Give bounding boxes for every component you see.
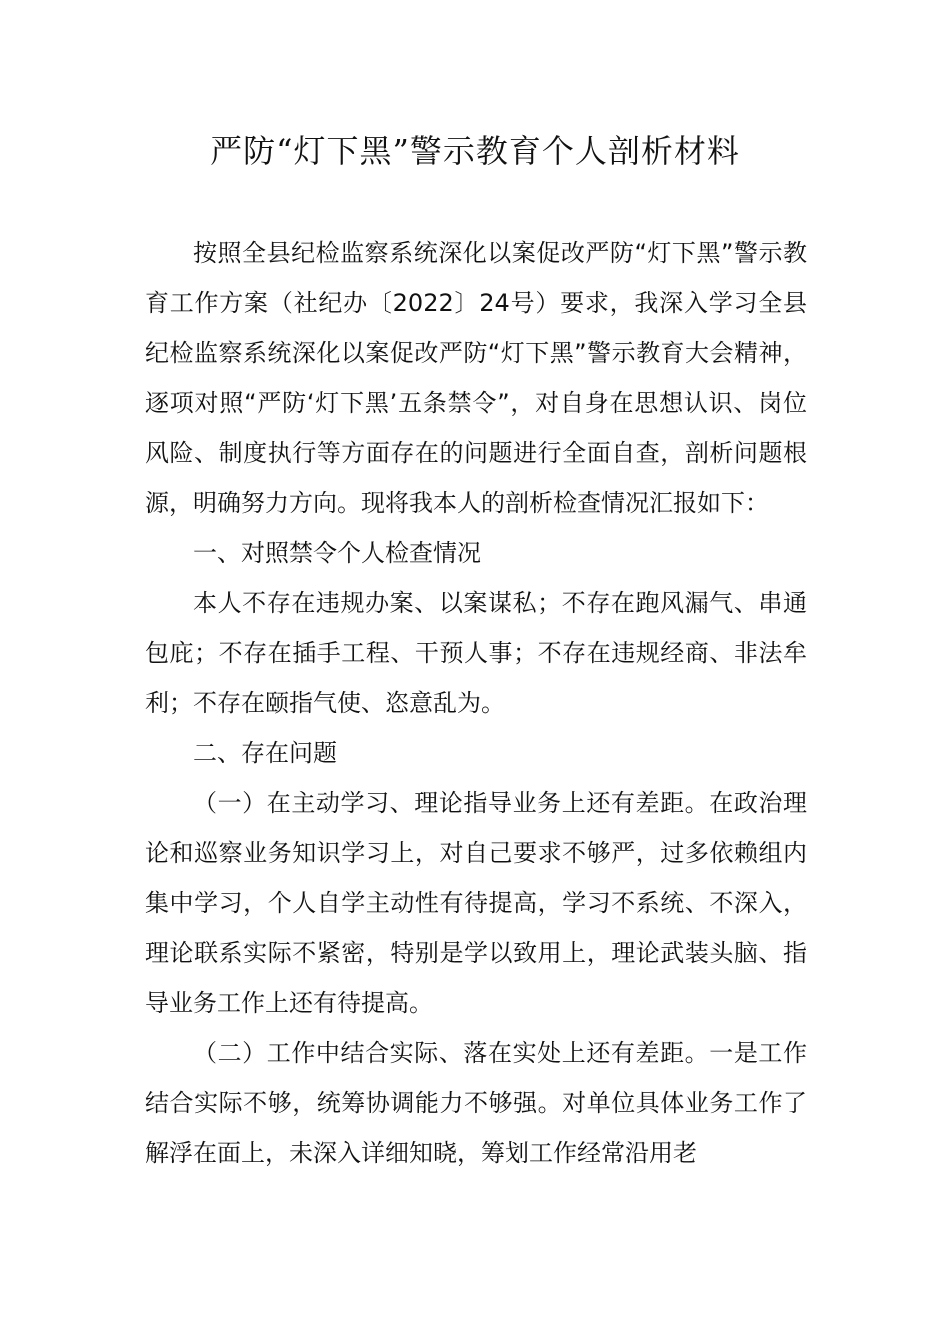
intro-paragraph: 按照全县纪检监察系统深化以案促改严防“灯下黑”警示教育工作方案（社纪办〔2022〕24号）要求，我深入学习全县纪检监察系统深化以案促改严防“灯下黑”警示教育大会精神，逐项对照“严防‘灯下黑’五条禁令”，对自身在思想认识、岗位风险、制度执行等方面存在的问题进行全面自查，剖析问题根源，明确努力方向。现将我本人的剖析检查情况汇报如下： [145, 239, 807, 517]
section-heading-2: 二、存在问题 [193, 739, 337, 767]
section-heading-1: 一、对照禁令个人检查情况 [193, 539, 481, 567]
problem-2-paragraph: （二）工作中结合实际、落在实处上还有差距。一是工作结合实际不够，统筹协调能力不够强。对单位具体业务工作了解浮在面上，未深入详细知晓，筹划工作经常沿用老 [145, 1039, 807, 1167]
document-body [145, 228, 807, 1178]
problem-1-paragraph: （一）在主动学习、理论指导业务上还有差距。在政治理论和巡察业务知识学习上，对自己要求不够严，过多依赖组内集中学习，个人自学主动性有待提高，学习不系统、不深入，理论联系实际不紧密，特别是学以致用上，理论武装头脑、指导业务工作上还有待提高。 [145, 789, 807, 1017]
section-1-paragraph: 本人不存在违规办案、以案谋私；不存在跑风漏气、串通包庇；不存在插手工程、干预人事；不存在违规经商、非法牟利；不存在颐指气使、恣意乱为。 [145, 589, 807, 717]
document-title: 严防“灯下黑”警示教育个人剖析材料 [210, 132, 740, 170]
